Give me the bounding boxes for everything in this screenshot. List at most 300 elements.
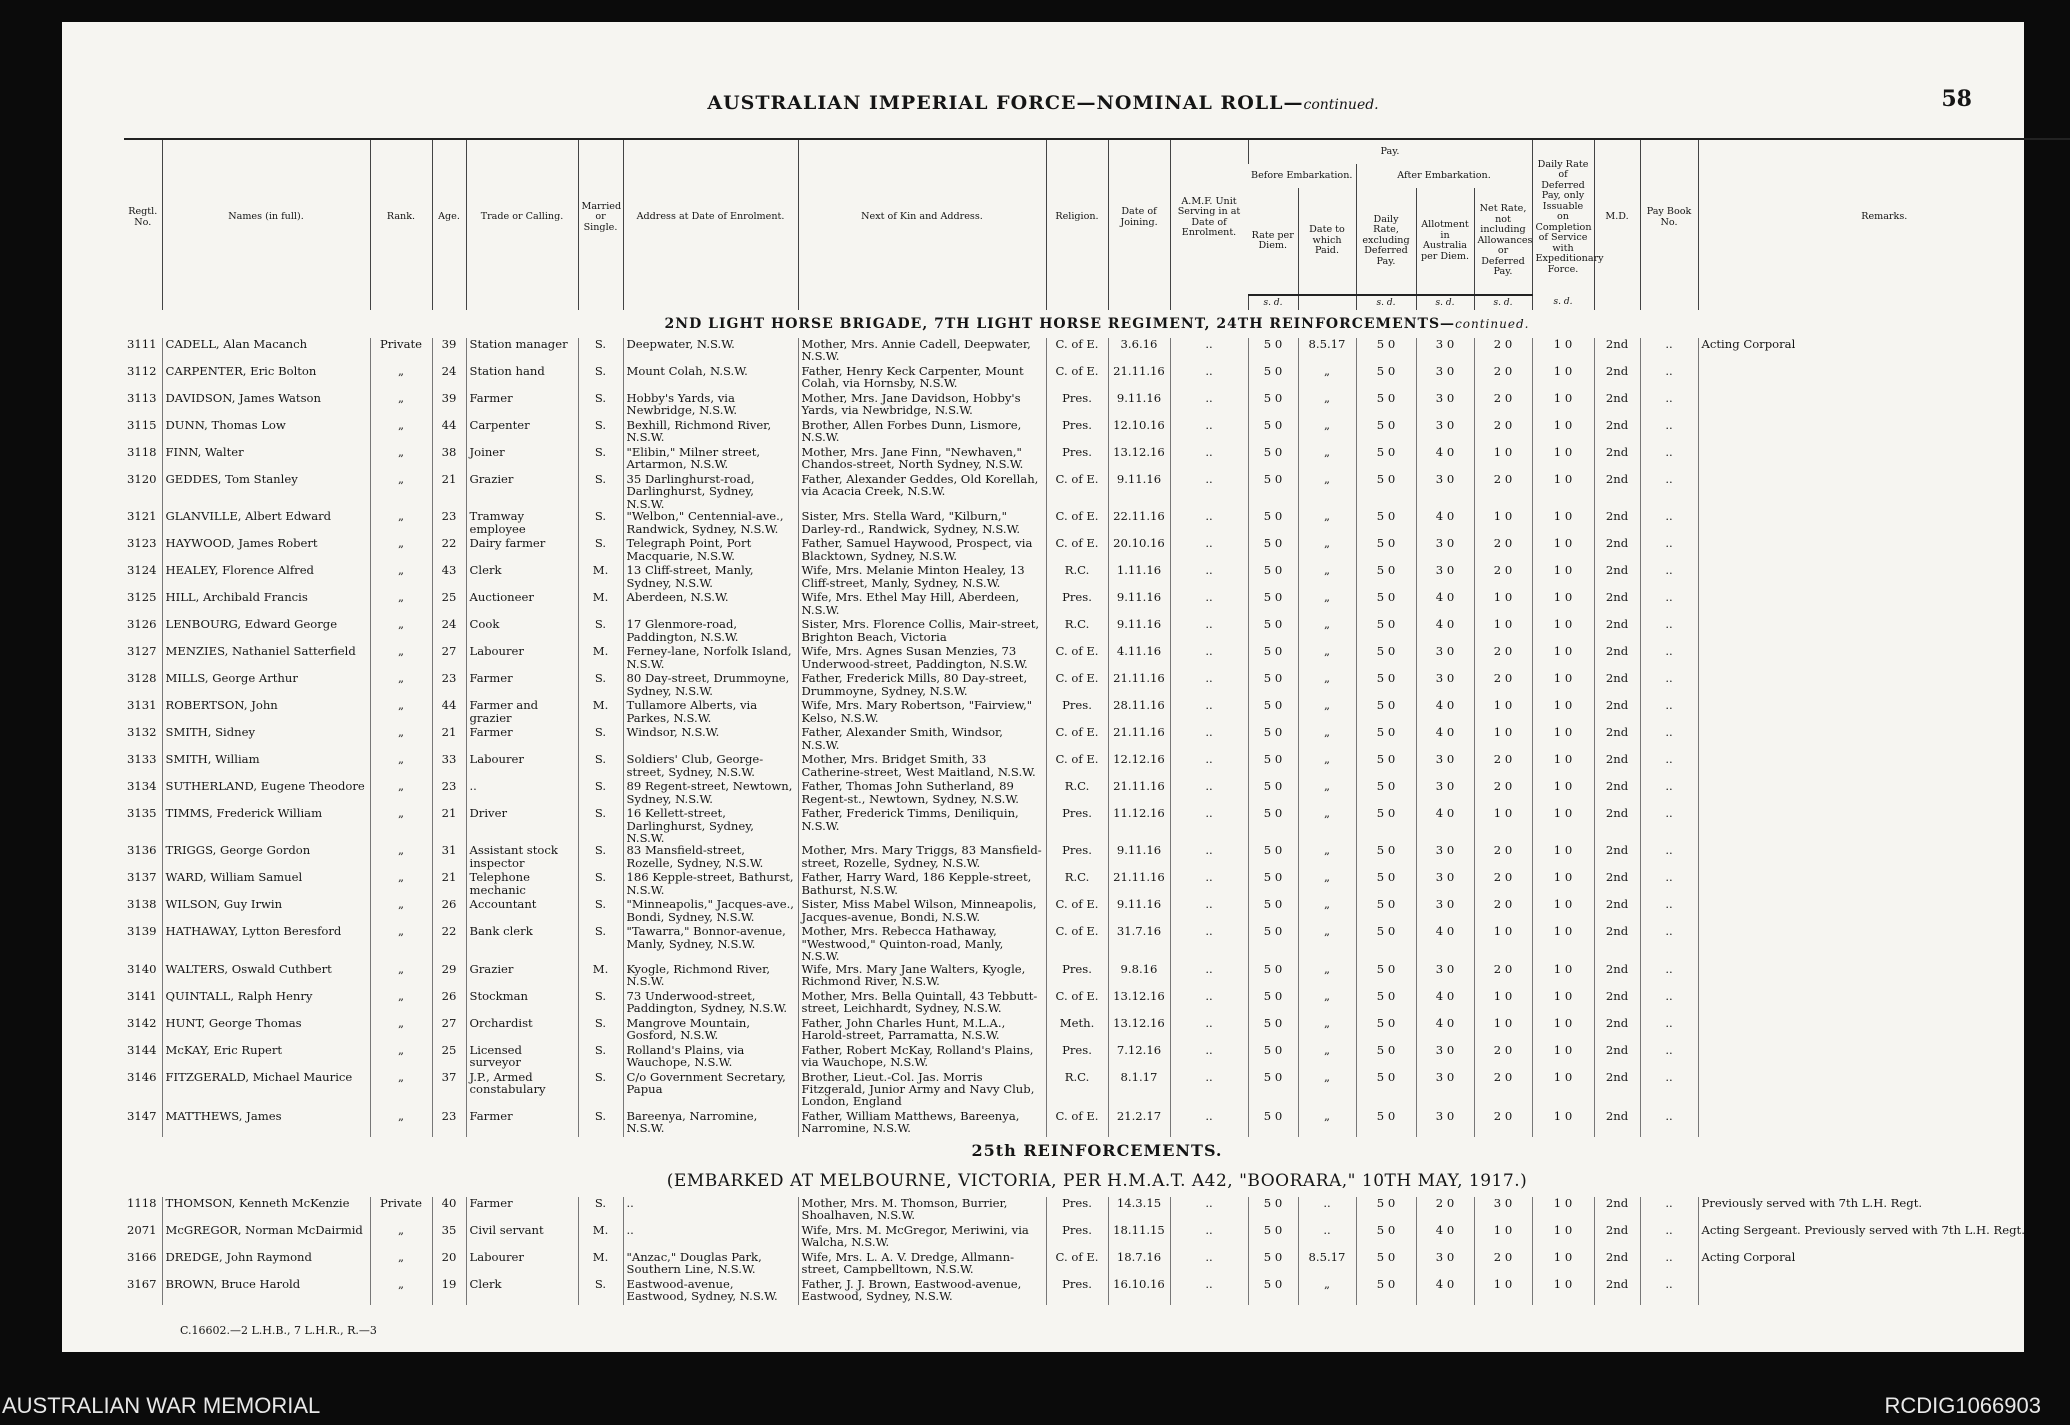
trade: Station hand [466,365,578,392]
rate-per-diem: 5 0 [1248,645,1298,672]
rate-per-diem: 5 0 [1248,1017,1298,1044]
net-rate: 1 0 [1474,925,1532,962]
address: Deepwater, N.S.W. [623,338,798,365]
pay-book: .. [1640,844,1698,871]
date-paid: „ [1298,672,1356,699]
header-pay: Pay. [1248,139,1532,164]
age: 39 [432,338,466,365]
next-of-kin: Mother, Mrs. Jane Finn, "Newhaven," Chandos-street, North Sydney, N.S.W. [798,446,1046,473]
soldier-name: TRIGGS, George Gordon [162,844,370,871]
amf-unit: .. [1170,726,1248,753]
md: 2nd [1594,807,1640,844]
regtl-no: 3124 [127,563,157,578]
regtl-no: 3139 [127,924,157,939]
date-paid: „ [1298,807,1356,844]
archive-id: RCDIG1066903 [1884,1393,2041,1418]
rate-per-diem: 5 0 [1248,898,1298,925]
net-rate: 1 0 [1474,1017,1532,1044]
date-paid: „ [1298,392,1356,419]
remarks [1698,1071,2070,1110]
daily-rate: 5 0 [1356,726,1416,753]
net-rate: 1 0 [1474,726,1532,753]
regtl-no: 3128 [127,671,157,686]
unit-label: s. d. [1416,295,1474,310]
md: 2nd [1594,564,1640,591]
deferred-pay: 1 0 [1532,726,1594,753]
age: 23 [432,1110,466,1137]
daily-rate: 5 0 [1356,645,1416,672]
marital-status: M. [578,1251,623,1278]
next-of-kin: Wife, Mrs. Melanie Minton Healey, 13 Cliff-street, Manly, Sydney, N.S.W. [798,564,1046,591]
allotment: 2 0 [1416,1197,1474,1224]
amf-unit: .. [1170,537,1248,564]
remarks [1698,1044,2070,1071]
address: 89 Regent-street, Newtown, Sydney, N.S.W. [623,780,798,807]
marital-status: S. [578,365,623,392]
next-of-kin: Father, Frederick Mills, 80 Day-street, Drummoyne, Sydney, N.S.W. [798,672,1046,699]
amf-unit: .. [1170,1044,1248,1071]
rank: Private [370,338,432,365]
amf-unit: .. [1170,392,1248,419]
age: 20 [432,1251,466,1278]
joining-date: 13.12.16 [1108,990,1170,1017]
religion: C. of E. [1046,1251,1108,1278]
roll-row [124,807,2070,844]
md: 2nd [1594,392,1640,419]
rank: „ [370,537,432,564]
daily-rate: 5 0 [1356,672,1416,699]
md: 2nd [1594,1197,1640,1224]
remarks [1698,392,2070,419]
trade: Labourer [466,645,578,672]
roll-row [124,753,2070,780]
md: 2nd [1594,871,1640,898]
date-paid: „ [1298,618,1356,645]
rank: „ [370,1251,432,1278]
rate-per-diem: 5 0 [1248,990,1298,1017]
pay-book: .. [1640,1071,1698,1110]
age: 35 [432,1224,466,1251]
net-rate: 1 0 [1474,618,1532,645]
amf-unit: .. [1170,871,1248,898]
regtl-no: 3142 [127,1015,157,1030]
address: Hobby's Yards, via Newbridge, N.S.W. [623,392,798,419]
date-paid: 8.5.17 [1298,338,1356,365]
deferred-pay: 1 0 [1532,338,1594,365]
pay-book: .. [1640,564,1698,591]
soldier-name: GLANVILLE, Albert Edward [162,510,370,537]
rate-per-diem: 5 0 [1248,963,1298,990]
joining-date: 21.11.16 [1108,871,1170,898]
pay-book: .. [1640,591,1698,618]
net-rate: 2 0 [1474,419,1532,446]
soldier-name: BROWN, Bruce Harold [162,1278,370,1305]
marital-status: S. [578,446,623,473]
rate-per-diem: 5 0 [1248,1224,1298,1251]
trade: Assistant stock inspector [466,844,578,871]
amf-unit: .. [1170,898,1248,925]
roll-row [124,898,2070,925]
unit-label: s. d. [1532,295,1594,310]
date-paid: .. [1298,1224,1356,1251]
regtl-no: 3137 [127,870,157,885]
page-number: 58 [1941,86,1972,112]
allotment: 4 0 [1416,1278,1474,1305]
regtl-no: 3131 [127,698,157,713]
next-of-kin: Mother, Mrs. Annie Cadell, Deepwater, N.S.W. [798,338,1046,365]
religion: C. of E. [1046,645,1108,672]
pay-book: .. [1640,645,1698,672]
religion: C. of E. [1046,473,1108,510]
joining-date: 12.12.16 [1108,753,1170,780]
religion: C. of E. [1046,510,1108,537]
md: 2nd [1594,672,1640,699]
marital-status: S. [578,419,623,446]
date-paid: „ [1298,1044,1356,1071]
regtl-no: 3136 [127,843,157,858]
net-rate: 2 0 [1474,1044,1532,1071]
allotment: 4 0 [1416,726,1474,753]
amf-unit: .. [1170,1071,1248,1110]
pay-book: .. [1640,672,1698,699]
remarks [1698,1110,2070,1137]
age: 24 [432,365,466,392]
next-of-kin: Father, Henry Keck Carpenter, Mount Colah, via Hornsby, N.S.W. [798,365,1046,392]
trade: Bank clerk [466,925,578,962]
daily-rate: 5 0 [1356,898,1416,925]
regtl-no: 3133 [127,752,157,767]
next-of-kin: Wife, Mrs. M. McGregor, Meriwini, via Walcha, N.S.W. [798,1224,1046,1251]
rate-per-diem: 5 0 [1248,925,1298,962]
next-of-kin: Sister, Mrs. Florence Collis, Mair-street, Brighton Beach, Victoria [798,618,1046,645]
soldier-name: DAVIDSON, James Watson [162,392,370,419]
address: 16 Kellett-street, Darlinghurst, Sydney, N.S.W. [623,807,798,844]
net-rate: 2 0 [1474,564,1532,591]
allotment: 3 0 [1416,1251,1474,1278]
joining-date: 18.11.15 [1108,1224,1170,1251]
daily-rate: 5 0 [1356,618,1416,645]
rate-per-diem: 5 0 [1248,1197,1298,1224]
roll-row [124,1251,2070,1278]
trade: Accountant [466,898,578,925]
next-of-kin: Father, Harry Ward, 186 Kepple-street, Bathurst, N.S.W. [798,871,1046,898]
net-rate: 2 0 [1474,963,1532,990]
marital-status: S. [578,537,623,564]
joining-date: 9.11.16 [1108,618,1170,645]
remarks [1698,844,2070,871]
rank: „ [370,898,432,925]
rank: „ [370,1110,432,1137]
daily-rate: 5 0 [1356,807,1416,844]
rank: „ [370,844,432,871]
religion: C. of E. [1046,990,1108,1017]
regtl-no: 3115 [127,418,157,432]
daily-rate: 5 0 [1356,1224,1416,1251]
next-of-kin: Sister, Miss Mabel Wilson, Minneapolis, Jacques-avenue, Bondi, N.S.W. [798,898,1046,925]
amf-unit: .. [1170,990,1248,1017]
trade: Stockman [466,990,578,1017]
date-paid: „ [1298,1278,1356,1305]
trade: Labourer [466,1251,578,1278]
md: 2nd [1594,990,1640,1017]
soldier-name: MENZIES, Nathaniel Satterfield [162,645,370,672]
rate-per-diem: 5 0 [1248,672,1298,699]
date-paid: „ [1298,844,1356,871]
daily-rate: 5 0 [1356,1251,1416,1278]
trade: Farmer [466,392,578,419]
religion: R.C. [1046,871,1108,898]
address: Mount Colah, N.S.W. [623,365,798,392]
joining-date: 21.11.16 [1108,365,1170,392]
net-rate: 1 0 [1474,446,1532,473]
amf-unit: .. [1170,963,1248,990]
regtl-no: 3146 [127,1069,157,1084]
daily-rate: 5 0 [1356,1197,1416,1224]
allotment: 3 0 [1416,365,1474,392]
soldier-name: ROBERTSON, John [162,699,370,726]
deferred-pay: 1 0 [1532,365,1594,392]
roll-row [124,844,2070,871]
net-rate: 3 0 [1474,1197,1532,1224]
remarks [1698,726,2070,753]
unit-label: s. d. [1356,295,1416,310]
net-rate: 2 0 [1474,871,1532,898]
address: .. [623,1224,798,1251]
amf-unit: .. [1170,645,1248,672]
date-paid: „ [1298,510,1356,537]
pay-book: .. [1640,537,1698,564]
roll-row [124,1224,2070,1251]
allotment: 3 0 [1416,1044,1474,1071]
date-paid: „ [1298,780,1356,807]
trade: Grazier [466,473,578,510]
soldier-name: MILLS, George Arthur [162,672,370,699]
age: 23 [432,672,466,699]
date-paid: „ [1298,645,1356,672]
header-next-of-kin: Next of Kin and Address. [798,139,1046,295]
rate-per-diem: 5 0 [1248,780,1298,807]
age: 21 [432,473,466,510]
address: Eastwood-avenue, Eastwood, Sydney, N.S.W. [623,1278,798,1305]
md: 2nd [1594,726,1640,753]
age: 25 [432,1044,466,1071]
next-of-kin: Wife, Mrs. Ethel May Hill, Aberdeen, N.S.W. [798,591,1046,618]
marital-status: S. [578,1044,623,1071]
soldier-name: SMITH, William [162,753,370,780]
pay-book: .. [1640,726,1698,753]
footer-reference: C.16602.—2 L.H.B., 7 L.H.R., R.—3 [180,1324,377,1337]
date-paid: „ [1298,753,1356,780]
age: 26 [432,990,466,1017]
rank: „ [370,1044,432,1071]
trade: Farmer [466,1110,578,1137]
page-title: AUSTRALIAN IMPERIAL FORCE—NOMINAL ROLL—continued. [707,92,1379,114]
rank: „ [370,990,432,1017]
pay-book: .. [1640,963,1698,990]
allotment: 4 0 [1416,699,1474,726]
allotment: 4 0 [1416,807,1474,844]
md: 2nd [1594,898,1640,925]
roll-row [124,419,2070,446]
regtl-no: 3123 [127,536,157,551]
marital-status: S. [578,338,623,365]
next-of-kin: Father, Robert McKay, Rolland's Plains, via Wauchope, N.S.W. [798,1044,1046,1071]
next-of-kin: Father, Alexander Smith, Windsor, N.S.W. [798,726,1046,753]
header-rank: Rank. [370,139,432,295]
amf-unit: .. [1170,338,1248,365]
religion: R.C. [1046,618,1108,645]
md: 2nd [1594,338,1640,365]
pay-book: .. [1640,1224,1698,1251]
net-rate: 2 0 [1474,392,1532,419]
pay-book: .. [1640,780,1698,807]
religion: C. of E. [1046,338,1108,365]
religion: R.C. [1046,1071,1108,1110]
deferred-pay: 1 0 [1532,419,1594,446]
address: C/o Government Secretary, Papua [623,1071,798,1110]
header-regtl-no: Regtl. No. [124,139,162,295]
joining-date: 13.12.16 [1108,446,1170,473]
deferred-pay: 1 0 [1532,699,1594,726]
remarks [1698,446,2070,473]
regtl-no: 3132 [127,725,157,740]
header-address: Address at Date of Enrolment. [623,139,798,295]
trade: J.P., Armed constabulary [466,1071,578,1110]
md: 2nd [1594,963,1640,990]
regtl-no: 3121 [127,509,157,524]
age: 38 [432,446,466,473]
daily-rate: 5 0 [1356,365,1416,392]
trade: Labourer [466,753,578,780]
soldier-name: HEALEY, Florence Alfred [162,564,370,591]
address: 13 Cliff-street, Manly, Sydney, N.S.W. [623,564,798,591]
roll-row [124,780,2070,807]
rank: „ [370,753,432,780]
daily-rate: 5 0 [1356,392,1416,419]
deferred-pay: 1 0 [1532,1251,1594,1278]
rank: „ [370,618,432,645]
pay-book: .. [1640,1251,1698,1278]
daily-rate: 5 0 [1356,1278,1416,1305]
pay-book: .. [1640,618,1698,645]
trade: Telephone mechanic [466,871,578,898]
pay-book: .. [1640,365,1698,392]
next-of-kin: Father, Frederick Timms, Deniliquin, N.S.W. [798,807,1046,844]
soldier-name: MATTHEWS, James [162,1110,370,1137]
md: 2nd [1594,365,1640,392]
md: 2nd [1594,473,1640,510]
remarks [1698,925,2070,962]
section-heading: 25th REINFORCEMENTS. [971,1141,1223,1161]
religion: Pres. [1046,419,1108,446]
address: Rolland's Plains, via Wauchope, N.S.W. [623,1044,798,1071]
marital-status: M. [578,645,623,672]
header-religion: Religion. [1046,139,1108,295]
trade: Cook [466,618,578,645]
next-of-kin: Father, John Charles Hunt, M.L.A., Harold-street, Parramatta, N.S.W. [798,1017,1046,1044]
religion: Meth. [1046,1017,1108,1044]
religion: Pres. [1046,446,1108,473]
trade: Joiner [466,446,578,473]
address: Kyogle, Richmond River, N.S.W. [623,963,798,990]
roll-row [124,963,2070,990]
joining-date: 9.8.16 [1108,963,1170,990]
amf-unit: .. [1170,510,1248,537]
rate-per-diem: 5 0 [1248,392,1298,419]
md: 2nd [1594,925,1640,962]
age: 33 [432,753,466,780]
remarks [1698,473,2070,510]
pay-book: .. [1640,898,1698,925]
rate-per-diem: 5 0 [1248,871,1298,898]
regtl-no: 3120 [127,472,157,486]
next-of-kin: Mother, Mrs. Jane Davidson, Hobby's Yards, via Newbridge, N.S.W. [798,392,1046,419]
roll-row [124,1044,2070,1071]
deferred-pay: 1 0 [1532,1197,1594,1224]
rate-per-diem: 5 0 [1248,753,1298,780]
net-rate: 2 0 [1474,672,1532,699]
regtl-no: 3113 [127,391,157,405]
roll-row [124,510,2070,537]
religion: Pres. [1046,963,1108,990]
religion: C. of E. [1046,365,1108,392]
roll-page [62,22,2024,1352]
date-paid: „ [1298,564,1356,591]
deferred-pay: 1 0 [1532,618,1594,645]
net-rate: 2 0 [1474,473,1532,510]
remarks [1698,1278,2070,1305]
rate-per-diem: 5 0 [1248,446,1298,473]
address: 186 Kepple-street, Bathurst, N.S.W. [623,871,798,898]
joining-date: 9.11.16 [1108,844,1170,871]
next-of-kin: Father, Alexander Geddes, Old Korellah, via Acacia Creek, N.S.W. [798,473,1046,510]
allotment: 3 0 [1416,963,1474,990]
address: Aberdeen, N.S.W. [623,591,798,618]
rank: „ [370,510,432,537]
md: 2nd [1594,419,1640,446]
allotment: 4 0 [1416,925,1474,962]
header-allotment: Allotment in Australia per Diem. [1416,188,1474,295]
soldier-name: McKAY, Eric Rupert [162,1044,370,1071]
joining-date: 9.11.16 [1108,392,1170,419]
amf-unit: .. [1170,446,1248,473]
regtl-no: 3147 [127,1108,157,1123]
roll-row [124,1071,2070,1110]
marital-status: S. [578,473,623,510]
next-of-kin: Mother, Mrs. Mary Triggs, 83 Mansfield-street, Rozelle, Sydney, N.S.W. [798,844,1046,871]
amf-unit: .. [1170,1017,1248,1044]
next-of-kin: Wife, Mrs. Mary Robertson, "Fairview," Kelso, N.S.W. [798,699,1046,726]
daily-rate: 5 0 [1356,419,1416,446]
joining-date: 21.11.16 [1108,672,1170,699]
trade: Tramway employee [466,510,578,537]
remarks [1698,1017,2070,1044]
religion: C. of E. [1046,925,1108,962]
roll-row [124,446,2070,473]
allotment: 3 0 [1416,419,1474,446]
next-of-kin: Brother, Lieut.-Col. Jas. Morris Fitzgerald, Junior Army and Navy Club, London, England [798,1071,1046,1110]
soldier-name: GEDDES, Tom Stanley [162,473,370,510]
marital-status: S. [578,844,623,871]
amf-unit: .. [1170,807,1248,844]
soldier-name: THOMSON, Kenneth McKenzie [162,1197,370,1224]
allotment: 4 0 [1416,618,1474,645]
soldier-name: QUINTALL, Ralph Henry [162,990,370,1017]
md: 2nd [1594,1017,1640,1044]
roll-row [124,392,2070,419]
regtl-no: 3127 [127,644,157,659]
soldier-name: DREDGE, John Raymond [162,1251,370,1278]
